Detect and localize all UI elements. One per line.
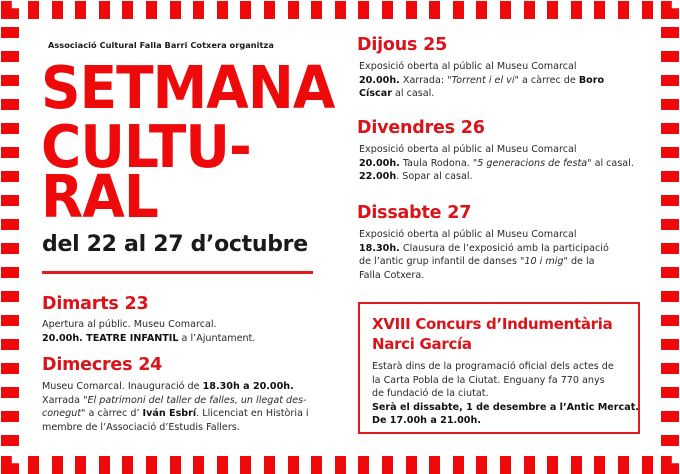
- text-line: 20.00h. Xarrada: "Torrent i el vi" a càrrec de Boro: [359, 74, 605, 86]
- day-heading: Dissabte 27: [357, 203, 472, 223]
- border-dash-bottom: [594, 456, 605, 474]
- day-heading: Dimecres 24: [42, 355, 163, 375]
- text-line: Xarrada "El patrimoni del taller de falles, un llegat des-: [42, 394, 307, 406]
- border-dash-top: [382, 1, 393, 19]
- border-dash-right: [661, 171, 679, 182]
- border-dash-top: [75, 1, 86, 19]
- border-dash-top: [28, 1, 39, 19]
- border-dash-right: [661, 339, 679, 350]
- border-dash-top: [406, 1, 417, 19]
- border-dash-bottom: [618, 456, 629, 474]
- border-dash-bottom: [335, 456, 346, 474]
- border-dash-bottom: [382, 456, 393, 474]
- border-dash-right: [661, 315, 679, 326]
- red-divider: [42, 271, 313, 274]
- border-dash-top: [288, 1, 299, 19]
- border-dash-left: [1, 195, 19, 206]
- border-dash-top: [311, 1, 322, 19]
- border-dash-top: [476, 1, 487, 19]
- text-line: Serà el dissabte, 1 de desembre a l’Antic Mercat.: [372, 401, 639, 413]
- text-line: 20.00h. Taula Rodona. "5 generacions de festa" al casal.: [359, 157, 634, 169]
- border-dash-bottom: [170, 456, 181, 474]
- border-dash-bottom: [146, 456, 157, 474]
- border-dash-bottom: [429, 456, 440, 474]
- border-dash-top: [642, 1, 653, 19]
- border-dash-top: [594, 1, 605, 19]
- day-body: [359, 143, 634, 184]
- border-dash-bottom: [311, 456, 322, 474]
- border-dash-top: [429, 1, 440, 19]
- border-dash-bottom: [453, 456, 464, 474]
- text-line: Císcar al casal.: [359, 88, 435, 100]
- text-line: Exposició oberta al públic al Museu Comarcal: [359, 144, 577, 155]
- text-line: Museu Comarcal. Inauguració de 18.30h a 20.00h.: [42, 381, 294, 392]
- text-line: Exposició oberta al públic al Museu Comarcal: [359, 229, 577, 240]
- border-dash-left: [1, 99, 19, 110]
- border-dash-right: [661, 243, 679, 254]
- border-dash-top: [52, 1, 63, 19]
- title-line-1: SETMANA: [41, 53, 335, 122]
- border-dash-top: [453, 1, 464, 19]
- border-dash-top: [122, 1, 133, 19]
- border-dash-right: [661, 27, 679, 38]
- border-dash-left: [1, 171, 19, 182]
- organizer-line: Associació Cultural Falla Barri Cotxera organitza: [48, 40, 274, 50]
- border-dash-left: [1, 411, 19, 422]
- border-dash-top: [571, 1, 582, 19]
- border-dash-top: [99, 1, 110, 19]
- text-line: 22.00h. Sopar al casal.: [359, 171, 473, 183]
- day-body: [359, 228, 609, 282]
- border-dash-left: [1, 51, 19, 62]
- border-dash-right: [661, 267, 679, 278]
- text-line: 20.00h. TEATRE INFANTIL a l’Ajuntament.: [42, 332, 256, 344]
- border-dash-bottom: [524, 456, 535, 474]
- text-line: de fundació de la ciutat.: [372, 388, 489, 400]
- border-dash-left: [1, 219, 19, 230]
- border-dash-left: [1, 363, 19, 374]
- text-line: Falla Cotxera.: [359, 269, 425, 281]
- border-dash-right: [661, 411, 679, 422]
- day-heading: Dimarts 23: [42, 294, 149, 314]
- text-line: Apertura al públic. Museu Comarcal.: [42, 319, 217, 330]
- border-dash-bottom: [476, 456, 487, 474]
- day-body: [42, 318, 255, 345]
- border-dash-bottom: [99, 456, 110, 474]
- border-corner-top-right: [661, 1, 679, 19]
- border-dash-left: [1, 387, 19, 398]
- border-dash-top: [170, 1, 181, 19]
- border-dash-top: [547, 1, 558, 19]
- border-dash-bottom: [571, 456, 582, 474]
- border-dash-top: [524, 1, 535, 19]
- border-dash-bottom: [122, 456, 133, 474]
- date-range: del 22 al 27 d’octubre: [42, 232, 308, 257]
- border-dash-right: [661, 387, 679, 398]
- border-dash-left: [1, 291, 19, 302]
- border-dash-left: [1, 315, 19, 326]
- text-line: de l’antic grup infantil de danses "10 i mig" de la: [359, 256, 595, 268]
- border-dash-right: [661, 147, 679, 158]
- border-dash-left: [1, 339, 19, 350]
- border-dash-bottom: [547, 456, 558, 474]
- day-heading: Divendres 26: [357, 118, 485, 138]
- border-dash-left: [1, 27, 19, 38]
- border-dash-right: [661, 435, 679, 446]
- border-dash-top: [146, 1, 157, 19]
- border-dash-right: [661, 99, 679, 110]
- border-dash-left: [1, 243, 19, 254]
- border-dash-bottom: [358, 456, 369, 474]
- border-dash-bottom: [264, 456, 275, 474]
- border-dash-top: [217, 1, 228, 19]
- border-dash-top: [358, 1, 369, 19]
- text-line: De 17.00h a 21.00h.: [372, 415, 481, 427]
- border-dash-bottom: [75, 456, 86, 474]
- border-dash-right: [661, 363, 679, 374]
- contest-box: [358, 302, 640, 434]
- border-dash-top: [193, 1, 204, 19]
- border-dash-bottom: [217, 456, 228, 474]
- border-dash-right: [661, 219, 679, 230]
- contest-title: [372, 314, 612, 354]
- day-body: [359, 60, 604, 101]
- contest-body: [372, 360, 639, 428]
- title-line-2: CULTU-: [41, 112, 251, 181]
- border-dash-bottom: [193, 456, 204, 474]
- border-corner-bottom-right: [661, 456, 679, 474]
- contest-title-line-1: XVIII Concurs d’Indumentària: [372, 315, 613, 333]
- text-line: Estarà dins de la programació oficial dels actes de: [372, 361, 614, 372]
- border-dash-bottom: [28, 456, 39, 474]
- border-dash-bottom: [642, 456, 653, 474]
- border-dash-left: [1, 435, 19, 446]
- border-dash-bottom: [52, 456, 63, 474]
- border-dash-left: [1, 75, 19, 86]
- border-dash-top: [264, 1, 275, 19]
- border-dash-bottom: [500, 456, 511, 474]
- border-corner-top-left: [1, 1, 19, 19]
- border-dash-left: [1, 123, 19, 134]
- border-dash-bottom: [406, 456, 417, 474]
- border-dash-right: [661, 291, 679, 302]
- border-dash-left: [1, 147, 19, 158]
- border-dash-top: [618, 1, 629, 19]
- text-line: conegut" a càrrec d’ Iván Esbrí. Llicenciat en Història i: [42, 408, 309, 420]
- border-corner-bottom-left: [1, 456, 19, 474]
- border-dash-left: [1, 267, 19, 278]
- contest-title-line-2: Narci García: [372, 335, 472, 353]
- border-dash-right: [661, 123, 679, 134]
- border-dash-bottom: [240, 456, 251, 474]
- border-dash-bottom: [288, 456, 299, 474]
- day-heading: Dijous 25: [357, 35, 448, 55]
- text-line: 18.30h. Clausura de l’exposició amb la participació: [359, 242, 609, 254]
- day-body: [42, 380, 309, 434]
- border-dash-top: [500, 1, 511, 19]
- border-dash-right: [661, 75, 679, 86]
- title-line-3: RAL: [41, 162, 158, 231]
- text-line: la Carta Pobla de la Ciutat. Enguany fa 770 anys: [372, 374, 605, 386]
- text-line: Exposició oberta al públic al Museu Comarcal: [359, 61, 577, 72]
- border-dash-top: [335, 1, 346, 19]
- border-dash-right: [661, 195, 679, 206]
- border-dash-right: [661, 51, 679, 62]
- border-dash-top: [240, 1, 251, 19]
- text-line: membre de l’Associació d’Estudis Fallers.: [42, 421, 240, 433]
